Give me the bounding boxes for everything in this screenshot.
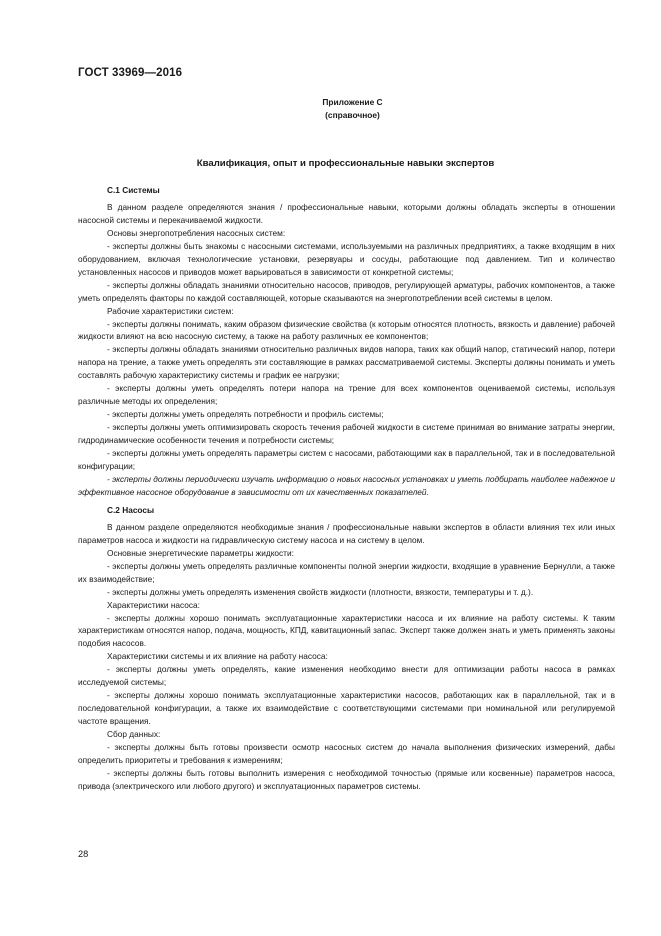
annex-status: (справочное)	[325, 110, 380, 120]
list-item: - эксперты должны быть готовы произвести осмотр насосных систем до начала выполнения физических измерений, дабы определить приоритеты и требования к измерениям;	[78, 742, 615, 765]
section-heading: С.1 Системы	[107, 185, 160, 195]
list-item: - эксперты должны уметь определять потребности и профиль системы;	[107, 409, 384, 420]
list-item: - эксперты должны уметь определять параметры систем с насосами, работающими как в параллельной, так и в последовательной конфигурации;	[78, 448, 615, 472]
page-number: 28	[78, 849, 89, 859]
list-item: - эксперты должны быть знакомы с насосными системами, используемыми на различных предприятиях, а также входящим в них оборудованием, включая технологические установки, резервуары и сосуды, работающие под давлением. Тип и количество установленных насосов и приводов может варьироваться в зависимости от конкретной системы;	[78, 240, 615, 277]
section-systems	[78, 184, 615, 499]
document-body	[78, 184, 615, 793]
list-item: - эксперты должны обладать знаниями относительно различных видов напора, таких как общий напор, статический напор, потери напора на трение, а также уметь определять эти составляющие в рамках рассматриваемой системы. Эксперты должны понимать и уметь составлять рабочую характеристику системы и график ее нагрузки;	[78, 344, 615, 381]
paragraph: Основы энергопотребления насосных систем:	[107, 227, 286, 238]
section-heading: С.2 Насосы	[107, 504, 155, 515]
list-item: - эксперты должны уметь оптимизировать скорость течения рабочей жидкости в системе принимая во внимание затраты энергии, гидродинамические особенности течения и потребности системы;	[78, 422, 615, 446]
list-item: - эксперты должны уметь определять потери напора на трение для всех компонентов оцениваемой системы, используя различные методы их определения;	[78, 383, 615, 407]
paragraph: В данном разделе определяются знания / профессиональные навыки, которыми должны обладать эксперты в отношении насосной системы и перекачиваемой жидкости.	[78, 201, 615, 225]
annex-label-block	[0, 96, 661, 122]
paragraph: Характеристики насоса:	[107, 599, 200, 610]
list-item: - эксперты должны уметь определять, какие изменения необходимо внести для оптимизации работы насоса в рамках исследуемой системы;	[78, 664, 615, 688]
list-item: - эксперты должны хорошо понимать эксплуатационные характеристики насосов, работающих как в параллельной, так и в последовательной конфигурации, а также их взаимодействие с соответствующими системами при номинальной или регулируемой частоте вращения.	[78, 690, 615, 727]
standard-number: ГОСТ 33969—2016	[78, 67, 183, 79]
list-item: - эксперты должны хорошо понимать эксплуатационные характеристики насоса и их влияние на работу системы. К таким характеристикам относятся напор, подача, мощность, КПД, кавитационный запас. Эксперт также должен знать и уметь применять законы подобия насосов.	[78, 612, 615, 649]
list-item: - эксперты должны обладать знаниями относительно насосов, приводов, регулирующей арматуры, рабочих компонентов, а также уметь определять факторы по каждой составляющей, которые сказываются на энергопотреблении всей системы в целом.	[78, 279, 615, 303]
list-item: - эксперты должны понимать, каким образом физические свойства (к которым относятся плотность, вязкость и давление) рабочей жидкости влияют на всю насосную систему, а также на работу различных ее компонентов;	[78, 318, 615, 342]
list-item: - эксперты должны быть готовы выполнить измерения с необходимой точностью (прямые или косвенные) параметров насоса, привода (электрического или любого другого) и эксплуатационных параметров системы.	[78, 767, 615, 791]
paragraph: Рабочие характеристики систем:	[107, 305, 234, 316]
section-pumps	[78, 504, 615, 793]
paragraph: В данном разделе определяются необходимые знания / профессиональные навыки экспертов в области влияния тех или иных параметров насоса и жидкости на гидравлическую систему насоса и на систему в целом.	[78, 521, 615, 545]
list-item: - эксперты должны уметь определять различные компоненты полной энергии жидкости, входящие в уравнение Бернулли, а также их взаимодействие;	[78, 560, 615, 584]
list-item: - эксперты должны уметь определять изменения свойств жидкости (плотности, вязкости, температуры и т. д.).	[107, 586, 534, 597]
paragraph: Основные энергетические параметры жидкости:	[107, 547, 294, 558]
annex-label: Приложение С	[322, 97, 383, 107]
paragraph: Характеристики системы и их влияние на работу насоса:	[107, 651, 328, 662]
list-item: - эксперты должны периодически изучать информацию о новых насосных установках и уметь подбирать наиболее надежное и эффективное насосное оборудование в зависимости от их качественных показателей.	[78, 473, 615, 497]
paragraph: Сбор данных:	[107, 729, 161, 740]
annex-title: Квалификация, опыт и профессиональные навыки экспертов	[196, 158, 495, 169]
